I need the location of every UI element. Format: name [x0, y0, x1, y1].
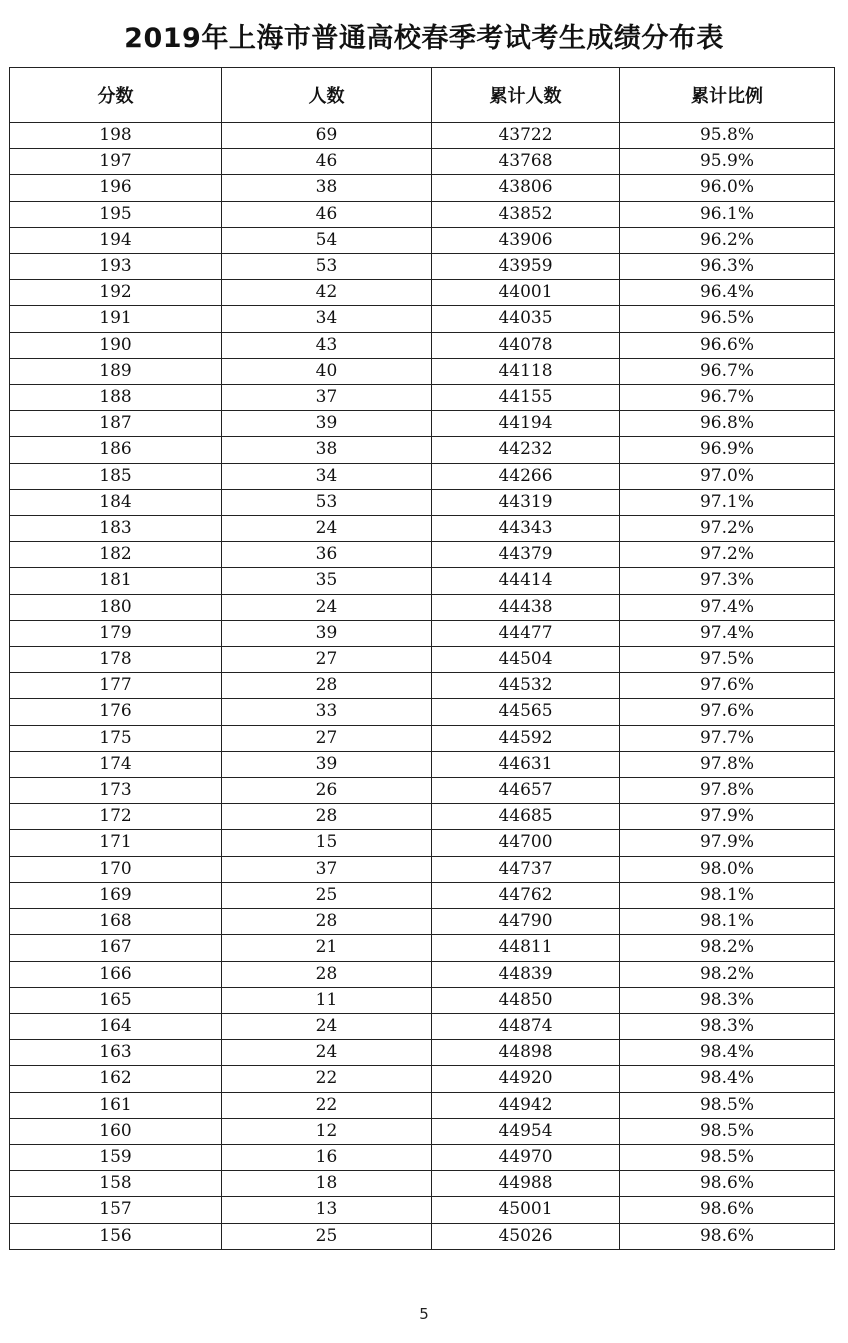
- score-cell: 173: [10, 778, 222, 804]
- score-cell: 183: [10, 516, 222, 542]
- score-cell: 169: [10, 882, 222, 908]
- cumulative-ratio-cell: 97.2%: [620, 516, 835, 542]
- table-row: [10, 856, 835, 882]
- cumulative-count-cell: 44737: [432, 856, 620, 882]
- cumulative-ratio-cell: 98.5%: [620, 1118, 835, 1144]
- score-cell: 193: [10, 254, 222, 280]
- count-cell: 40: [222, 358, 432, 384]
- cumulative-ratio-cell: 98.0%: [620, 856, 835, 882]
- table-row: [10, 123, 835, 149]
- count-cell: 34: [222, 463, 432, 489]
- cumulative-count-cell: 44954: [432, 1118, 620, 1144]
- cumulative-ratio-cell: 96.2%: [620, 227, 835, 253]
- table-row: [10, 882, 835, 908]
- count-cell: 69: [222, 123, 432, 149]
- cumulative-count-cell: 44920: [432, 1066, 620, 1092]
- score-cell: 171: [10, 830, 222, 856]
- cumulative-count-cell: 44343: [432, 516, 620, 542]
- cumulative-ratio-cell: 97.9%: [620, 804, 835, 830]
- score-cell: 198: [10, 123, 222, 149]
- cumulative-ratio-cell: 96.4%: [620, 280, 835, 306]
- count-cell: 27: [222, 647, 432, 673]
- score-cell: 162: [10, 1066, 222, 1092]
- cumulative-ratio-cell: 98.5%: [620, 1144, 835, 1170]
- cumulative-ratio-cell: 97.6%: [620, 673, 835, 699]
- score-cell: 160: [10, 1118, 222, 1144]
- table-row: [10, 306, 835, 332]
- cumulative-count-cell: 44762: [432, 882, 620, 908]
- cumulative-ratio-cell: 97.3%: [620, 568, 835, 594]
- count-cell: 42: [222, 280, 432, 306]
- score-cell: 187: [10, 411, 222, 437]
- table-row: [10, 280, 835, 306]
- table-row: [10, 1223, 835, 1249]
- table-row: [10, 489, 835, 515]
- score-cell: 176: [10, 699, 222, 725]
- count-cell: 39: [222, 620, 432, 646]
- cumulative-ratio-cell: 97.9%: [620, 830, 835, 856]
- cumulative-count-cell: 43959: [432, 254, 620, 280]
- table-row: [10, 149, 835, 175]
- cumulative-ratio-cell: 98.4%: [620, 1066, 835, 1092]
- cumulative-ratio-cell: 97.4%: [620, 620, 835, 646]
- cumulative-count-cell: 44532: [432, 673, 620, 699]
- score-cell: 179: [10, 620, 222, 646]
- cumulative-count-cell: 44194: [432, 411, 620, 437]
- cumulative-count-cell: 44874: [432, 1013, 620, 1039]
- count-cell: 28: [222, 804, 432, 830]
- score-cell: 192: [10, 280, 222, 306]
- table-row: [10, 1171, 835, 1197]
- table-row: [10, 778, 835, 804]
- score-cell: 174: [10, 751, 222, 777]
- score-cell: 165: [10, 987, 222, 1013]
- table-row: [10, 699, 835, 725]
- table-row: [10, 725, 835, 751]
- cumulative-ratio-cell: 97.5%: [620, 647, 835, 673]
- score-cell: 189: [10, 358, 222, 384]
- cumulative-ratio-cell: 97.2%: [620, 542, 835, 568]
- cumulative-count-cell: 44811: [432, 935, 620, 961]
- score-cell: 196: [10, 175, 222, 201]
- cumulative-count-cell: 43722: [432, 123, 620, 149]
- cumulative-ratio-cell: 97.4%: [620, 594, 835, 620]
- cumulative-count-cell: 44035: [432, 306, 620, 332]
- table-row: [10, 1092, 835, 1118]
- cumulative-ratio-cell: 96.9%: [620, 437, 835, 463]
- cumulative-ratio-cell: 96.3%: [620, 254, 835, 280]
- cumulative-ratio-cell: 97.7%: [620, 725, 835, 751]
- table-header: [10, 68, 835, 123]
- cumulative-count-cell: 44790: [432, 909, 620, 935]
- count-cell: 13: [222, 1197, 432, 1223]
- score-cell: 164: [10, 1013, 222, 1039]
- header-count: 人数: [222, 68, 432, 123]
- cumulative-count-cell: 45026: [432, 1223, 620, 1249]
- table-row: [10, 385, 835, 411]
- cumulative-ratio-cell: 98.2%: [620, 961, 835, 987]
- table-row: [10, 673, 835, 699]
- count-cell: 37: [222, 385, 432, 411]
- cumulative-count-cell: 44266: [432, 463, 620, 489]
- count-cell: 46: [222, 201, 432, 227]
- score-cell: 163: [10, 1040, 222, 1066]
- count-cell: 28: [222, 673, 432, 699]
- cumulative-count-cell: 44970: [432, 1144, 620, 1170]
- count-cell: 43: [222, 332, 432, 358]
- count-cell: 25: [222, 1223, 432, 1249]
- score-cell: 181: [10, 568, 222, 594]
- count-cell: 16: [222, 1144, 432, 1170]
- cumulative-count-cell: 44988: [432, 1171, 620, 1197]
- cumulative-count-cell: 44477: [432, 620, 620, 646]
- cumulative-count-cell: 44118: [432, 358, 620, 384]
- table-row: [10, 542, 835, 568]
- cumulative-ratio-cell: 97.1%: [620, 489, 835, 515]
- score-cell: 182: [10, 542, 222, 568]
- count-cell: 22: [222, 1092, 432, 1118]
- table-body: [10, 123, 835, 1250]
- score-cell: 161: [10, 1092, 222, 1118]
- cumulative-ratio-cell: 96.6%: [620, 332, 835, 358]
- score-cell: 159: [10, 1144, 222, 1170]
- cumulative-ratio-cell: 98.6%: [620, 1223, 835, 1249]
- table-row: [10, 935, 835, 961]
- table-row: [10, 909, 835, 935]
- count-cell: 35: [222, 568, 432, 594]
- cumulative-count-cell: 44657: [432, 778, 620, 804]
- count-cell: 24: [222, 1040, 432, 1066]
- cumulative-count-cell: 44319: [432, 489, 620, 515]
- score-cell: 158: [10, 1171, 222, 1197]
- score-cell: 168: [10, 909, 222, 935]
- score-cell: 166: [10, 961, 222, 987]
- score-cell: 156: [10, 1223, 222, 1249]
- score-cell: 178: [10, 647, 222, 673]
- score-cell: 170: [10, 856, 222, 882]
- table-row: [10, 568, 835, 594]
- count-cell: 28: [222, 961, 432, 987]
- table-row: [10, 201, 835, 227]
- cumulative-count-cell: 44001: [432, 280, 620, 306]
- table-row: [10, 437, 835, 463]
- count-cell: 33: [222, 699, 432, 725]
- score-cell: 177: [10, 673, 222, 699]
- score-cell: 197: [10, 149, 222, 175]
- table-row: [10, 175, 835, 201]
- cumulative-count-cell: 44839: [432, 961, 620, 987]
- score-cell: 180: [10, 594, 222, 620]
- score-cell: 194: [10, 227, 222, 253]
- score-cell: 190: [10, 332, 222, 358]
- cumulative-count-cell: 43806: [432, 175, 620, 201]
- score-cell: 184: [10, 489, 222, 515]
- score-cell: 157: [10, 1197, 222, 1223]
- header-row: [10, 68, 835, 123]
- cumulative-ratio-cell: 96.0%: [620, 175, 835, 201]
- score-cell: 195: [10, 201, 222, 227]
- cumulative-ratio-cell: 95.8%: [620, 123, 835, 149]
- page-title: 2019年上海市普通高校春季考试考生成绩分布表: [124, 23, 724, 54]
- cumulative-ratio-cell: 97.8%: [620, 751, 835, 777]
- table-row: [10, 332, 835, 358]
- cumulative-count-cell: 44155: [432, 385, 620, 411]
- table-row: [10, 411, 835, 437]
- score-cell: 175: [10, 725, 222, 751]
- cumulative-count-cell: 44232: [432, 437, 620, 463]
- count-cell: 53: [222, 489, 432, 515]
- cumulative-ratio-cell: 98.6%: [620, 1197, 835, 1223]
- table-row: [10, 987, 835, 1013]
- cumulative-count-cell: 44592: [432, 725, 620, 751]
- table-row: [10, 804, 835, 830]
- table-row: [10, 1144, 835, 1170]
- header-cumulative-count: 累计人数: [432, 68, 620, 123]
- count-cell: 24: [222, 516, 432, 542]
- table-row: [10, 751, 835, 777]
- cumulative-ratio-cell: 96.7%: [620, 385, 835, 411]
- cumulative-ratio-cell: 97.8%: [620, 778, 835, 804]
- cumulative-ratio-cell: 98.2%: [620, 935, 835, 961]
- count-cell: 28: [222, 909, 432, 935]
- score-cell: 172: [10, 804, 222, 830]
- cumulative-count-cell: 45001: [432, 1197, 620, 1223]
- count-cell: 27: [222, 725, 432, 751]
- page-number: 5: [419, 1305, 429, 1323]
- count-cell: 21: [222, 935, 432, 961]
- table-row: [10, 227, 835, 253]
- count-cell: 39: [222, 411, 432, 437]
- cumulative-ratio-cell: 98.6%: [620, 1171, 835, 1197]
- score-cell: 191: [10, 306, 222, 332]
- cumulative-ratio-cell: 96.1%: [620, 201, 835, 227]
- cumulative-ratio-cell: 98.1%: [620, 882, 835, 908]
- table-row: [10, 1013, 835, 1039]
- count-cell: 37: [222, 856, 432, 882]
- count-cell: 26: [222, 778, 432, 804]
- count-cell: 24: [222, 594, 432, 620]
- cumulative-count-cell: 43852: [432, 201, 620, 227]
- count-cell: 53: [222, 254, 432, 280]
- table-row: [10, 358, 835, 384]
- cumulative-ratio-cell: 98.3%: [620, 987, 835, 1013]
- table-row: [10, 1040, 835, 1066]
- cumulative-count-cell: 44700: [432, 830, 620, 856]
- cumulative-count-cell: 43768: [432, 149, 620, 175]
- score-cell: 186: [10, 437, 222, 463]
- score-cell: 185: [10, 463, 222, 489]
- table-row: [10, 594, 835, 620]
- cumulative-count-cell: 44685: [432, 804, 620, 830]
- cumulative-count-cell: 44379: [432, 542, 620, 568]
- cumulative-ratio-cell: 96.8%: [620, 411, 835, 437]
- cumulative-ratio-cell: 97.6%: [620, 699, 835, 725]
- table-row: [10, 961, 835, 987]
- table-row: [10, 620, 835, 646]
- cumulative-ratio-cell: 98.3%: [620, 1013, 835, 1039]
- table-row: [10, 1118, 835, 1144]
- cumulative-count-cell: 44631: [432, 751, 620, 777]
- count-cell: 11: [222, 987, 432, 1013]
- count-cell: 12: [222, 1118, 432, 1144]
- cumulative-count-cell: 43906: [432, 227, 620, 253]
- cumulative-ratio-cell: 98.4%: [620, 1040, 835, 1066]
- table-row: [10, 254, 835, 280]
- count-cell: 46: [222, 149, 432, 175]
- cumulative-ratio-cell: 95.9%: [620, 149, 835, 175]
- table-row: [10, 1066, 835, 1092]
- cumulative-ratio-cell: 97.0%: [620, 463, 835, 489]
- table-row: [10, 463, 835, 489]
- count-cell: 24: [222, 1013, 432, 1039]
- header-score: 分数: [10, 68, 222, 123]
- cumulative-ratio-cell: 96.7%: [620, 358, 835, 384]
- cumulative-count-cell: 44898: [432, 1040, 620, 1066]
- cumulative-ratio-cell: 98.5%: [620, 1092, 835, 1118]
- count-cell: 54: [222, 227, 432, 253]
- cumulative-count-cell: 44565: [432, 699, 620, 725]
- count-cell: 22: [222, 1066, 432, 1092]
- count-cell: 15: [222, 830, 432, 856]
- count-cell: 38: [222, 437, 432, 463]
- cumulative-count-cell: 44078: [432, 332, 620, 358]
- cumulative-count-cell: 44504: [432, 647, 620, 673]
- count-cell: 36: [222, 542, 432, 568]
- count-cell: 25: [222, 882, 432, 908]
- header-cumulative-ratio: 累计比例: [620, 68, 835, 123]
- table-row: [10, 647, 835, 673]
- cumulative-count-cell: 44850: [432, 987, 620, 1013]
- count-cell: 34: [222, 306, 432, 332]
- count-cell: 18: [222, 1171, 432, 1197]
- cumulative-ratio-cell: 98.1%: [620, 909, 835, 935]
- cumulative-count-cell: 44438: [432, 594, 620, 620]
- cumulative-count-cell: 44942: [432, 1092, 620, 1118]
- cumulative-ratio-cell: 96.5%: [620, 306, 835, 332]
- score-distribution-table: [9, 67, 835, 1250]
- cumulative-count-cell: 44414: [432, 568, 620, 594]
- table-row: [10, 516, 835, 542]
- count-cell: 38: [222, 175, 432, 201]
- count-cell: 39: [222, 751, 432, 777]
- table-row: [10, 1197, 835, 1223]
- score-cell: 188: [10, 385, 222, 411]
- score-cell: 167: [10, 935, 222, 961]
- table-row: [10, 830, 835, 856]
